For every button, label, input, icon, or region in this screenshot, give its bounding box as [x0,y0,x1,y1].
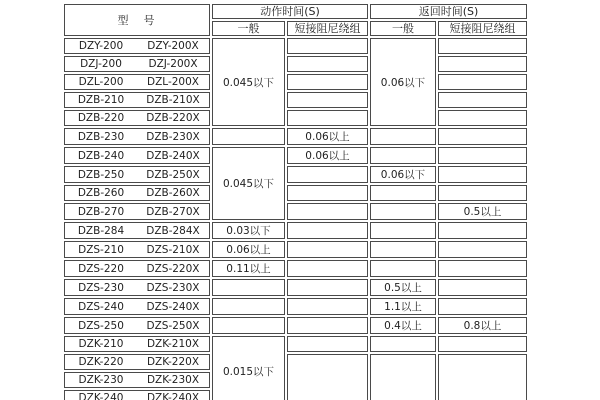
model-text: DZK-240X [146,392,200,400]
value-cell [212,128,285,145]
value-cell [438,354,527,400]
value-cell: 0.045以下 [212,38,285,126]
value-cell [438,222,527,239]
table-row [64,110,527,126]
model-cell [64,92,210,108]
model-text: DZB-260X [146,187,200,199]
column-header-action-time: 动作时间(S) [212,4,368,19]
model-cell [64,203,210,220]
value-cell [438,298,527,315]
model-text: DZB-230X [146,130,200,143]
value-cell [438,110,527,126]
table-row [64,128,527,145]
table-row [64,279,527,296]
model-cell [64,166,210,183]
model-text: DZB-270 [77,205,125,218]
value-cell [438,147,527,164]
model-cell [64,74,210,90]
value-cell: 0.03以下 [212,222,285,239]
value-cell [438,336,527,352]
table-row [64,317,527,334]
value-cell: 0.06以上 [212,241,285,258]
value-cell [438,279,527,296]
value-cell [212,298,285,315]
value-cell [370,222,436,239]
model-text: DZB-220X [146,112,200,124]
table-row [64,92,527,108]
model-text: DZB-240X [146,149,200,162]
model-cell [64,128,210,145]
model-text: DZS-210X [146,243,200,256]
value-cell [438,260,527,277]
value-cell [438,166,527,183]
value-cell [370,354,436,400]
value-cell [438,241,527,258]
table-row [64,241,527,258]
model-text: DZK-220X [146,356,200,368]
model-cell [64,110,210,126]
model-cell [64,279,210,296]
table-row [64,354,527,370]
model-text: DZB-284X [146,224,200,237]
model-text: DZB-220 [77,112,125,124]
column-header-return-time: 返回时间(S) [370,4,527,19]
value-cell [370,203,436,220]
value-cell [287,56,368,72]
model-text: DZS-240 [78,300,124,313]
table-row [64,298,527,315]
model-text: DZK-240 [78,392,124,400]
model-text: DZK-210 [78,338,124,350]
model-text: DZS-230X [146,281,200,294]
value-cell [438,92,527,108]
model-text: DZY-200 [78,40,124,52]
value-cell: 0.4以上 [370,317,436,334]
value-cell [438,38,527,54]
column-header-return-general: 一般 [370,21,436,36]
value-cell: 0.8以上 [438,317,527,334]
table-row [64,260,527,277]
model-text: DZB-270X [146,205,200,218]
value-cell [287,260,368,277]
table-row [64,185,527,201]
value-cell [438,56,527,72]
model-text: DZY-200X [147,40,199,52]
value-cell: 0.045以下 [212,147,285,220]
value-cell [287,110,368,126]
model-text: DZB-250 [77,168,125,181]
model-text: DZB-230 [77,130,125,143]
value-cell [287,185,368,201]
value-cell: 0.5以上 [438,203,527,220]
model-cell [64,260,210,277]
table-row [64,38,527,54]
value-cell [287,74,368,90]
value-cell: 1.1以上 [370,298,436,315]
model-text: DZS-250X [146,319,200,332]
model-cell [64,354,210,370]
value-cell [287,241,368,258]
value-cell [287,38,368,54]
value-cell [438,185,527,201]
model-text: DZJ-200 [80,58,122,70]
model-cell [64,185,210,201]
value-cell: 0.015以下 [212,336,285,400]
value-cell [287,222,368,239]
value-cell [370,241,436,258]
model-cell [64,241,210,258]
table-row [64,222,527,239]
value-cell [438,128,527,145]
model-text: DZL-200X [147,76,199,88]
table-row [64,203,527,220]
model-text: DZK-230X [146,374,200,386]
value-cell [370,260,436,277]
table-row [64,56,527,72]
value-cell: 0.5以上 [370,279,436,296]
value-cell [287,92,368,108]
model-text: DZL-200 [78,76,124,88]
value-cell [370,128,436,145]
model-text: DZS-230 [78,281,124,294]
value-cell [212,279,285,296]
model-text: DZS-220 [78,262,124,275]
column-header-action-damping: 短接阻尼绕组 [287,21,368,36]
relay-spec-table [62,2,529,400]
model-text: DZB-250X [146,168,200,181]
model-cell [64,317,210,334]
model-cell [64,336,210,352]
column-header-model: 型 号 [64,4,210,36]
value-cell [287,279,368,296]
table-row [64,336,527,352]
value-cell [287,203,368,220]
value-cell [287,166,368,183]
model-cell [64,38,210,54]
model-text: DZB-210 [77,94,125,106]
table-row [64,166,527,183]
column-header-action-general: 一般 [212,21,285,36]
value-cell: 0.06以下 [370,38,436,126]
table-row [64,147,527,164]
column-header-return-damping: 短接阻尼绕组 [438,21,527,36]
model-cell [64,222,210,239]
model-text: DZS-210 [78,243,124,256]
value-cell: 0.06以下 [370,166,436,183]
value-cell: 0.06以上 [287,128,368,145]
model-cell [64,372,210,388]
value-cell: 0.11以上 [212,260,285,277]
value-cell [287,354,368,400]
model-text: DZS-240X [146,300,200,313]
value-cell [370,336,436,352]
model-text: DZJ-200X [148,58,198,70]
value-cell [438,74,527,90]
model-cell [64,56,210,72]
table-row [64,74,527,90]
model-text: DZK-220 [78,356,124,368]
value-cell [287,298,368,315]
model-cell [64,390,210,400]
model-text: DZS-220X [146,262,200,275]
model-cell [64,298,210,315]
header-row-top [64,4,527,19]
value-cell: 0.06以上 [287,147,368,164]
value-cell [370,147,436,164]
model-cell [64,147,210,164]
table-body [64,38,527,400]
model-text: DZB-240 [77,149,125,162]
model-text: DZK-230 [78,374,124,386]
value-cell [287,336,368,352]
model-text: DZB-284 [77,224,125,237]
value-cell [212,317,285,334]
value-cell [370,185,436,201]
model-text: DZB-260 [77,187,125,199]
model-text: DZB-210X [146,94,200,106]
model-text: DZS-250 [78,319,124,332]
value-cell [287,317,368,334]
model-text: DZK-210X [146,338,200,350]
